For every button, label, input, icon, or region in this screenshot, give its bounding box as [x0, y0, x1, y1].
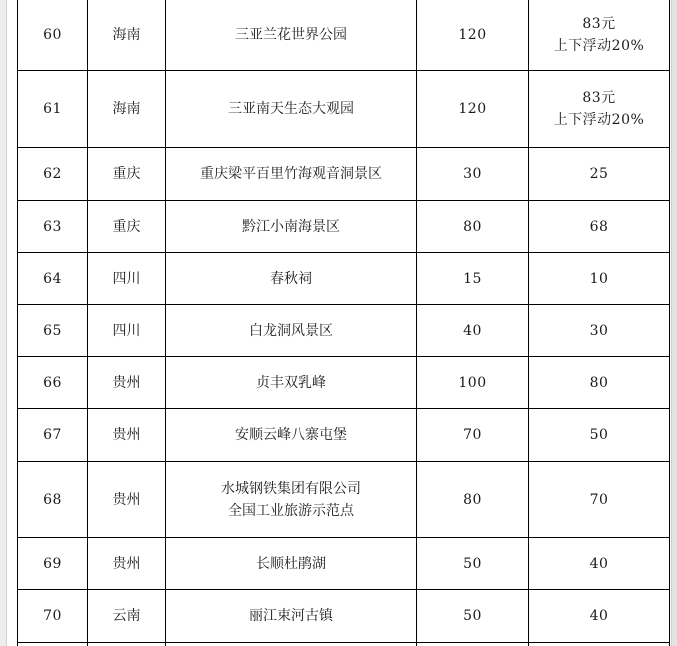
province-cell: 贵州	[88, 409, 166, 462]
price-cell	[529, 538, 670, 590]
table-row	[18, 538, 670, 590]
capacity-cell: 120	[417, 0, 529, 71]
table-row	[18, 0, 670, 71]
capacity-cell: 120	[417, 71, 529, 148]
scenic-spot-name-cell	[166, 462, 417, 538]
price-line: 40	[589, 608, 609, 624]
price-line: 68	[589, 218, 609, 235]
capacity-cell: 50	[417, 538, 529, 590]
scenic-spot-name-cell	[166, 71, 417, 148]
scenic-spot-name-line: 三亚南天生态大观园	[228, 101, 354, 117]
capacity-cell: 70	[417, 409, 529, 462]
row-number-cell: 65	[18, 305, 88, 357]
price-line: 上下浮动20%	[553, 38, 645, 54]
row-number-cell: 64	[18, 253, 88, 305]
table-row	[18, 305, 670, 357]
scenic-spot-name-line: 重庆梁平百里竹海观音洞景区	[200, 166, 382, 182]
scenic-spot-name-cell	[166, 357, 417, 409]
row-number-cell: 68	[18, 462, 88, 538]
scenic-spot-name-cell	[166, 305, 417, 357]
province-cell: 海南	[88, 0, 166, 71]
capacity-cell: 15	[417, 253, 529, 305]
province-cell: 贵州	[88, 538, 166, 590]
province-cell	[88, 643, 166, 646]
scenic-spot-name-cell	[166, 590, 417, 643]
price-line: 10	[589, 270, 609, 287]
row-number-cell: 61	[18, 71, 88, 148]
scenic-spot-name-line: 长顺杜鹃湖	[256, 555, 326, 572]
scenic-spot-name-cell	[166, 148, 417, 201]
scenic-spot-name-line: 三亚兰花世界公园	[235, 27, 347, 43]
capacity-cell	[417, 643, 529, 646]
price-line: 80	[589, 374, 609, 391]
capacity-cell: 50	[417, 590, 529, 643]
price-line: 83元	[582, 16, 616, 32]
province-cell: 贵州	[88, 462, 166, 538]
table-body	[18, 0, 670, 646]
table-row	[18, 590, 670, 643]
capacity-cell: 80	[417, 462, 529, 538]
table-row	[18, 148, 670, 201]
scenic-spot-name-line: 全国工业旅游示范点	[228, 502, 354, 519]
province-cell: 重庆	[88, 201, 166, 253]
province-cell: 四川	[88, 253, 166, 305]
price-line: 25	[589, 166, 609, 182]
province-cell: 贵州	[88, 357, 166, 409]
scenic-spot-name-line: 安顺云峰八寨屯堡	[235, 427, 347, 443]
row-number-cell: 62	[18, 148, 88, 201]
province-cell: 重庆	[88, 148, 166, 201]
right-scrollbar-strip	[671, 0, 677, 646]
price-line: 83元	[582, 90, 616, 106]
province-cell: 海南	[88, 71, 166, 148]
price-cell	[529, 357, 670, 409]
row-number-cell: 66	[18, 357, 88, 409]
row-number-cell: 70	[18, 590, 88, 643]
row-number-cell: 67	[18, 409, 88, 462]
table-row	[18, 357, 670, 409]
scenic-spot-name-cell	[166, 0, 417, 71]
scenic-spot-name-cell	[166, 538, 417, 590]
scenic-spot-table	[17, 0, 670, 646]
row-number-cell	[18, 643, 88, 646]
price-cell	[529, 305, 670, 357]
price-line: 70	[589, 491, 609, 508]
scenic-spot-name-cell	[166, 643, 417, 646]
scenic-spot-name-cell	[166, 409, 417, 462]
table-row	[18, 643, 670, 646]
price-cell	[529, 253, 670, 305]
table-row	[18, 201, 670, 253]
table-row	[18, 253, 670, 305]
price-line: 50	[589, 427, 609, 443]
scenic-spot-name-line: 春秋祠	[270, 270, 312, 287]
row-number-cell: 60	[18, 0, 88, 71]
table-row	[18, 71, 670, 148]
row-number-cell: 69	[18, 538, 88, 590]
price-cell	[529, 590, 670, 643]
price-cell	[529, 148, 670, 201]
scenic-spot-name-line: 水城钢铁集团有限公司	[221, 480, 361, 497]
scenic-spot-name-cell	[166, 201, 417, 253]
capacity-cell: 40	[417, 305, 529, 357]
price-cell	[529, 0, 670, 71]
province-cell: 云南	[88, 590, 166, 643]
capacity-cell: 80	[417, 201, 529, 253]
scenic-spot-name-line: 白龙洞风景区	[249, 322, 333, 339]
price-cell	[529, 71, 670, 148]
table-row	[18, 409, 670, 462]
province-cell: 四川	[88, 305, 166, 357]
price-cell	[529, 409, 670, 462]
price-line: 上下浮动20%	[553, 112, 645, 128]
scenic-spot-name-cell	[166, 253, 417, 305]
capacity-cell: 30	[417, 148, 529, 201]
row-number-cell: 63	[18, 201, 88, 253]
left-margin-strip	[0, 0, 7, 646]
price-cell	[529, 201, 670, 253]
price-cell	[529, 643, 670, 646]
table-row	[18, 462, 670, 538]
scenic-spot-name-line: 丽江束河古镇	[249, 608, 333, 624]
price-line: 40	[589, 555, 609, 572]
price-line: 30	[589, 322, 609, 339]
price-cell	[529, 462, 670, 538]
scenic-spot-name-line: 贞丰双乳峰	[256, 374, 326, 391]
capacity-cell: 100	[417, 357, 529, 409]
scenic-spot-name-line: 黔江小南海景区	[242, 218, 340, 235]
